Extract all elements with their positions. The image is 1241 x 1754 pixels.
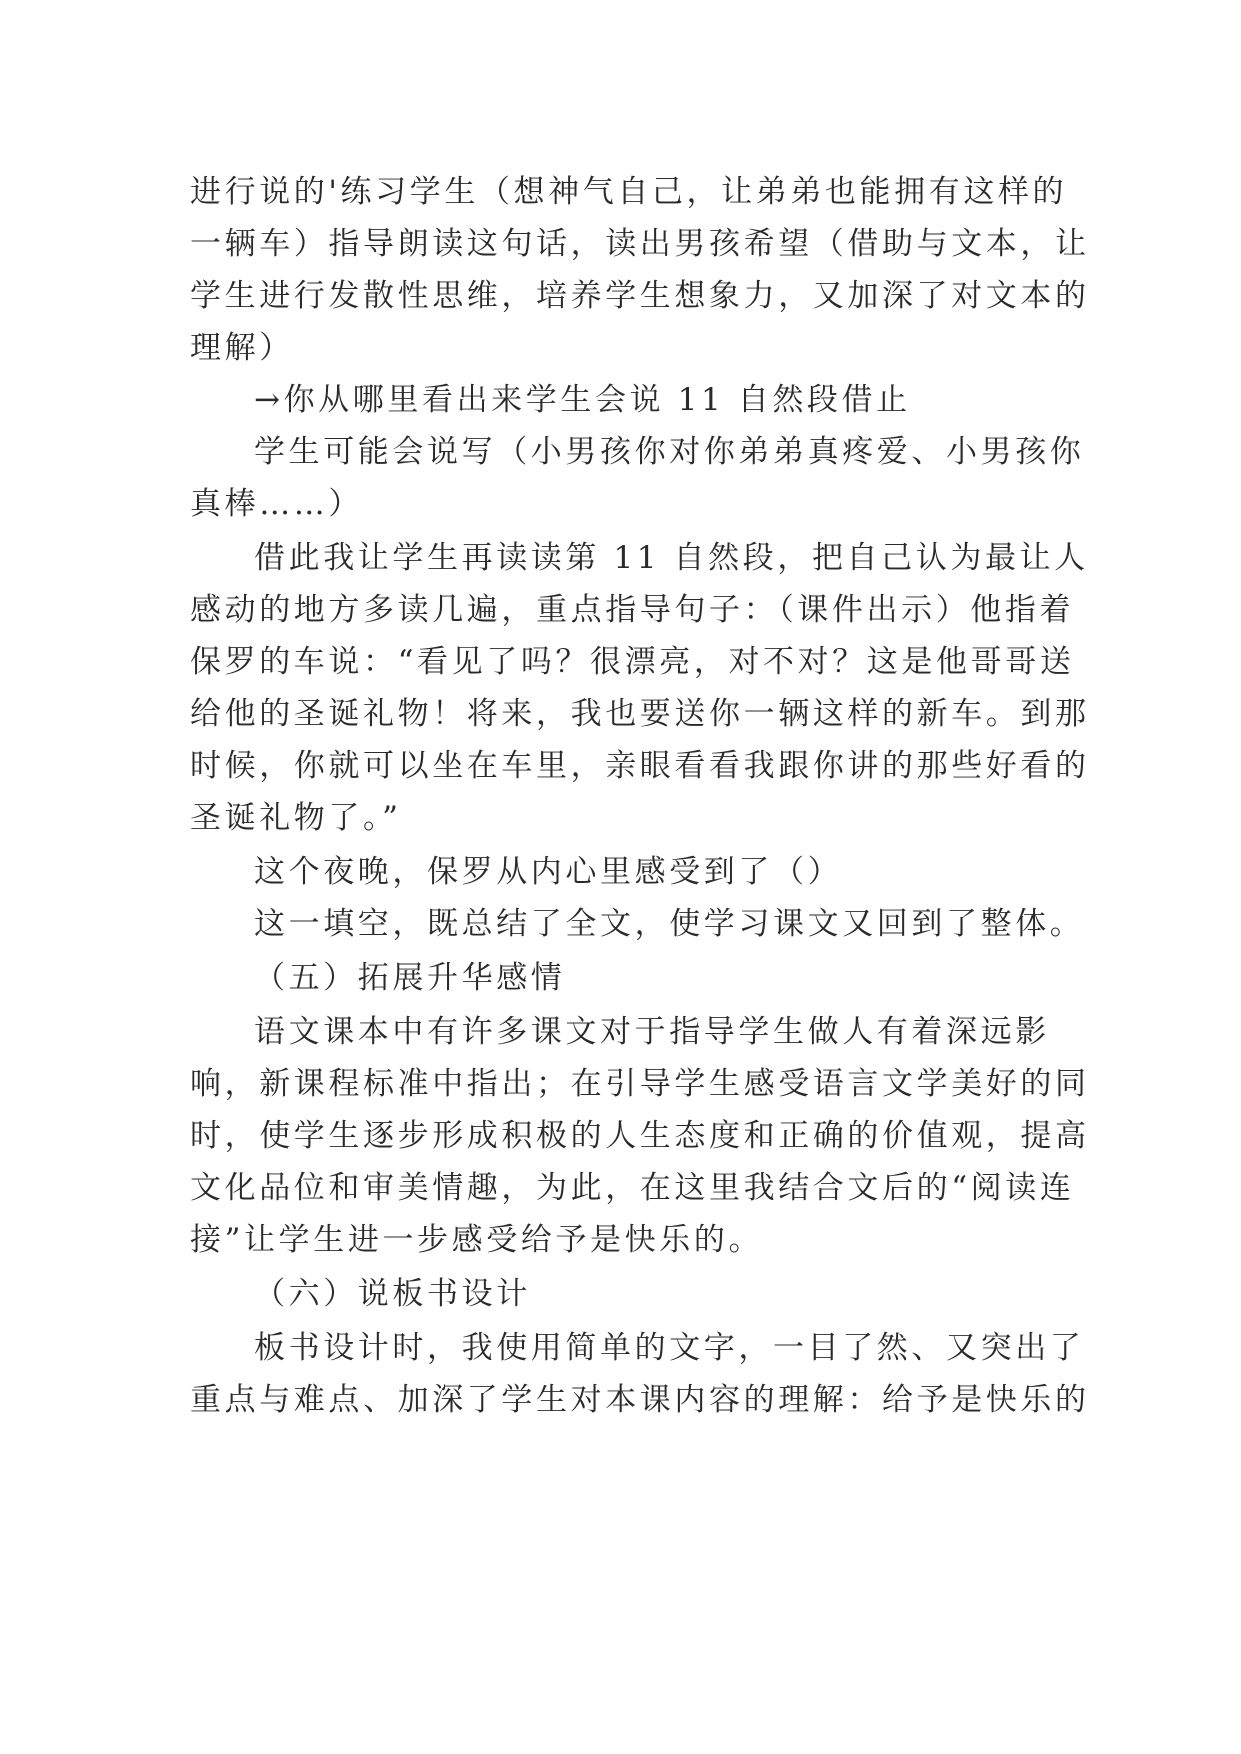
text-line: 接”让学生进一步感受给予是快乐的。 [190,1222,764,1258]
text-line: →你从哪里看出来学生会说 11 自然段借止 [254,382,911,418]
text-line: 语文课本中有许多课文对于指导学生做人有着深远影 [254,1014,1050,1050]
text-line: 这一填空，既总结了全文，使学习课文又回到了整体。 [254,906,1085,942]
text-line: 时候，你就可以坐在车里，亲眼看看我跟你讲的那些好看的 [190,748,1090,784]
text-line: 真棒……） [190,486,363,522]
text-line: 感动的地方多读几遍，重点指导句子：（课件出示）他指着 [190,592,1075,628]
text-line: 理解） [190,330,294,366]
text-line: 进行说的'练习学生（想神气自己，让弟弟也能拥有这样的 [190,174,1068,210]
text-line: 时，使学生逐步形成积极的人生态度和正确的价值观，提高 [190,1118,1090,1154]
text-line: 重点与难点、加深了学生对本课内容的理解：给予是快乐的 [190,1382,1090,1418]
text-line: 这个夜晚，保罗从内心里感受到了（） [254,854,843,890]
text-line: 圣诞礼物了。” [190,800,402,836]
text-line: 学生进行发散性思维，培养学生想象力，又加深了对文本的 [190,278,1090,314]
section-heading: （五）拓展升华感情 [254,960,566,996]
section-heading: （六）说板书设计 [254,1276,531,1312]
text-line: 文化品位和审美情趣，为此，在这里我结合文后的“阅读连 [190,1170,1075,1206]
text-line: 学生可能会说写（小男孩你对你弟弟真疼爱、小男孩你 [254,434,1085,470]
text-line: 给他的圣诞礼物！将来，我也要送你一辆这样的新车。到那 [190,696,1090,732]
text-line: 借此我让学生再读读第 11 自然段，把自己认为最让人 [254,540,1089,576]
text-line: 板书设计时，我使用简单的文字，一目了然、又突出了 [254,1330,1085,1366]
text-line: 保罗的车说：“看见了吗？很漂亮，对不对？这是他哥哥送 [190,644,1075,680]
text-line: 一辆车）指导朗读这句话，读出男孩希望（借助与文本，让 [190,226,1090,262]
text-line: 响，新课程标准中指出；在引导学生感受语言文学美好的同 [190,1066,1090,1102]
